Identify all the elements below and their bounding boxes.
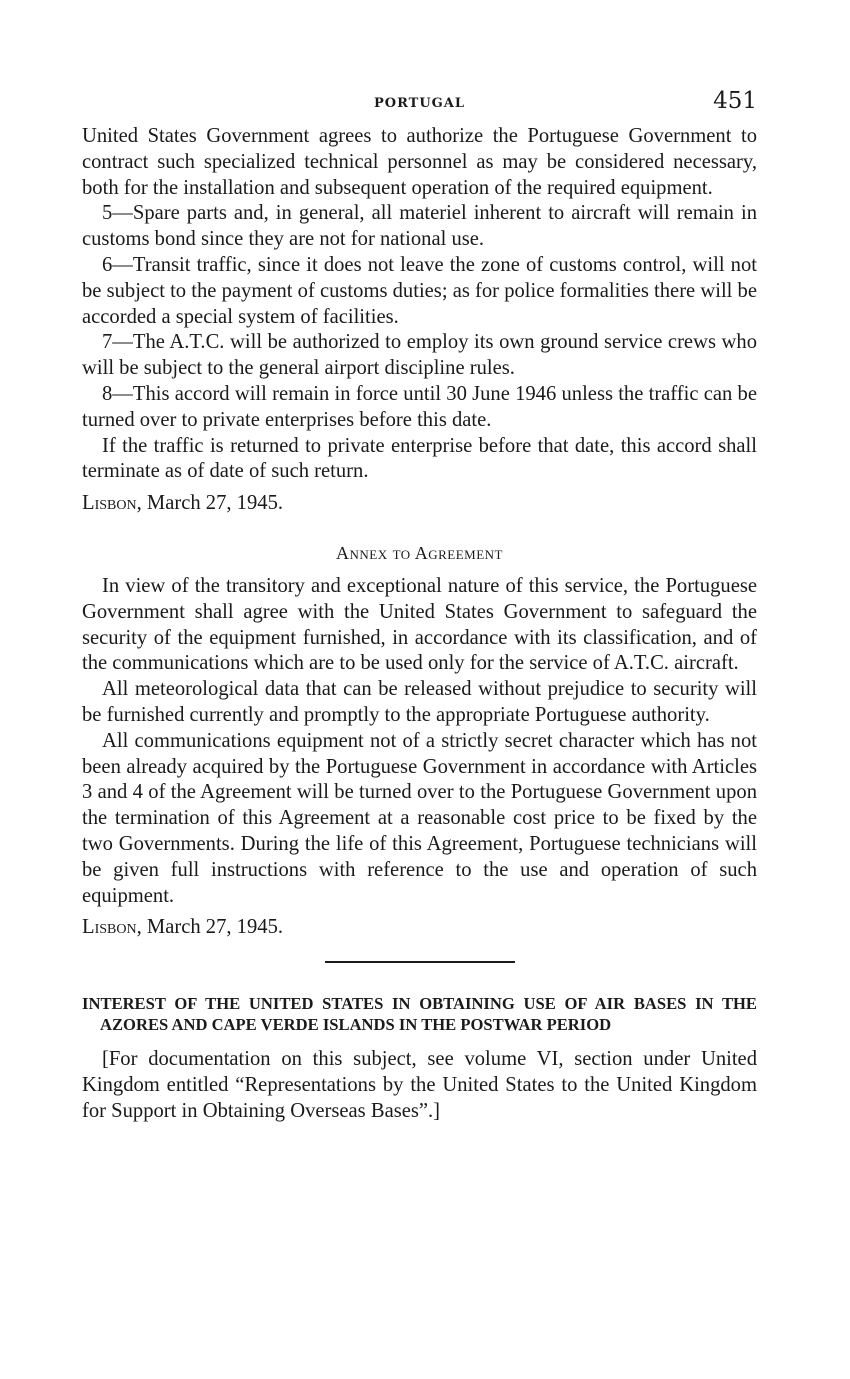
agreement-termination: If the traffic is returned to private enterprise before that date, this accord shall terminate as of date of such return. bbox=[82, 434, 757, 483]
document-page bbox=[82, 88, 757, 1125]
agreement-item-5: 5—Spare parts and, in general, all materiel inherent to aircraft will remain in customs bond since they are not for national use. bbox=[82, 202, 757, 251]
agreement-item-7: 7—The A.T.C. will be authorized to employ its own ground service crews who will be subject to the general airport discipline rules. bbox=[82, 331, 757, 380]
running-title: PORTUGAL bbox=[373, 96, 465, 111]
annex-paragraph-1: In view of the transitory and exceptional nature of this service, the Portuguese Government shall agree with the United States Government to safeguard the security of the equipment furnished, in accordance with its classification, and of the communications which are to be used only for the service of A.T.C. aircraft. bbox=[82, 574, 757, 675]
agreement-dateline bbox=[82, 491, 757, 517]
agreement-text bbox=[82, 124, 757, 517]
editorial-note-block bbox=[82, 1047, 757, 1124]
annex-paragraph-3: All communications equipment not of a strictly secret character which has not been already acquired by the Portuguese Government in accordance with Articles 3 and 4 of the Agreement will be turned over to the Portuguese Government upon the termination of this Agreement at a reasonable cost price to be fixed by the two Governments. During the life of this Agreement, Portuguese technicians will be given full instructions with reference to the use and operation of such equipment. bbox=[82, 729, 757, 907]
agreement-continuation: United States Government agrees to authorize the Portuguese Government to contract such specialized technical personnel as may be considered necessary, both for the installation and subsequent operation of the required equipment. bbox=[82, 125, 757, 199]
page-number: 451 bbox=[713, 88, 757, 114]
annex-dateline bbox=[82, 915, 757, 941]
annex-paragraph-2: All meteorological data that can be released without prejudice to security will be furnished currently and promptly to the appropriate Portuguese authority. bbox=[82, 678, 757, 726]
topic-heading: INTEREST OF THE UNITED STATES IN OBTAINING USE OF AIR BASES IN THE AZORES AND CAPE VERDE ISLANDS IN THE POSTWAR PERIOD bbox=[82, 994, 757, 1035]
section-divider bbox=[325, 961, 515, 963]
agreement-item-8: 8—This accord will remain in force until 30 June 1946 unless the traffic can be turned over to private enterprises before this date. bbox=[82, 382, 757, 431]
agreement-item-6: 6—Transit traffic, since it does not leave the zone of customs control, will not be subject to the payment of customs duties; as for police formalities there will be accorded a special system of facilities. bbox=[82, 253, 757, 328]
dateline-place: Lisbon, bbox=[82, 916, 142, 939]
dateline-date: March 27, 1945. bbox=[141, 492, 284, 515]
dateline-date: March 27, 1945. bbox=[141, 916, 284, 939]
annex-text bbox=[82, 574, 757, 941]
dateline-place: Lisbon, bbox=[82, 492, 142, 515]
editorial-note: [For documentation on this subject, see volume VI, section under United Kingdom entitled “Representations by the United States to the United Kingdom for Support in Obtaining Overseas Bases”.] bbox=[82, 1048, 757, 1122]
annex-heading: Annex to Agreement bbox=[336, 542, 503, 563]
running-header bbox=[82, 88, 757, 124]
